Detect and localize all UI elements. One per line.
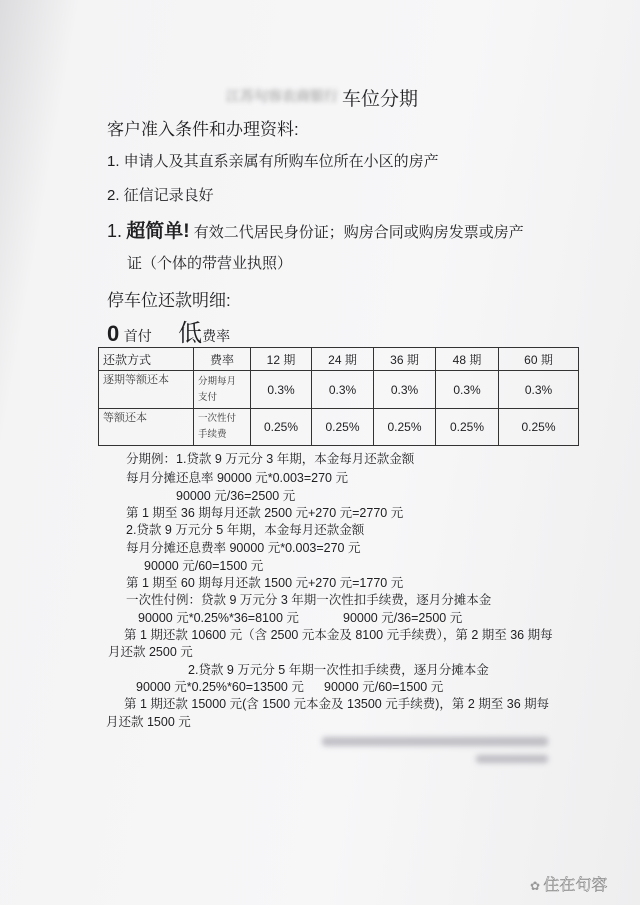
promo-line [107, 313, 230, 348]
example-line: 每月分摊还息费率 90000 元*0.003=270 元 [126, 541, 361, 555]
redacted-bank-name: 江苏句容农商银行 [226, 88, 338, 104]
rate-cell: 0.25% [499, 409, 579, 446]
example-line: 月还款 1500 元 [106, 715, 191, 729]
example-line: 2.贷款 9 万元分 5 年期，本金每月还款金额 [126, 523, 365, 537]
example-line: 2.贷款 9 万元分 5 年期一次性扣手续费，逐月分摊本金 [188, 663, 489, 677]
document-title: 车位分期 [342, 89, 419, 110]
header-cell: 24 期 [312, 348, 374, 371]
materials-emphasis: 超简单! [126, 221, 190, 242]
fee-line: 支付 [198, 391, 218, 403]
rate-table [98, 347, 579, 446]
example-line: 90000 元/60=1500 元 [144, 559, 264, 573]
wechat-icon: ✿ [530, 879, 544, 893]
promo-low: 低 [178, 320, 203, 347]
table-header-row [99, 348, 579, 371]
header-cell: 36 期 [374, 348, 436, 371]
example-line: 第 1 期还款 10600 元（含 2500 元本金及 8100 元手续费），第 2 期至 36 期每 [124, 628, 553, 642]
header-cell: 60 期 [499, 348, 579, 371]
header-cell: 费率 [194, 348, 251, 371]
materials-text-2: 证（个体的带营业执照） [127, 255, 293, 272]
promo-zero-label: 首付 [123, 328, 152, 344]
example-line: 90000 元*0.25%*36=8100 元 [138, 611, 299, 625]
redacted-footer-line [322, 737, 548, 746]
example-line: 分期例：1.贷款 9 万元分 3 年期，本金每月还款金额 [126, 452, 415, 466]
rate-cell: 0.25% [436, 409, 499, 446]
header-cell: 还款方式 [99, 348, 194, 371]
example-line: 每月分摊还息率 90000 元*0.003=270 元 [126, 471, 348, 485]
table-row [99, 371, 579, 409]
watermark-text: 住在句容 [543, 877, 608, 894]
example-line: 一次性付例：贷款 9 万元分 3 年期一次性扣手续费，逐月分摊本金 [126, 593, 492, 607]
rate-cell: 0.25% [251, 409, 312, 446]
example-line: 第 1 期至 60 期每月还款 1500 元+270 元=1770 元 [126, 576, 404, 590]
watermark [530, 872, 607, 895]
repay-heading: 停车位还款明细: [107, 291, 231, 310]
rate-cell: 0.3% [312, 371, 374, 409]
example-line: 第 1 期还款 15000 元(含 1500 元本金及 13500 元手续费)，第 2 期至 36 期每 [124, 697, 550, 711]
example-line: 第 1 期至 36 期每月还款 2500 元+270 元=2770 元 [126, 506, 404, 520]
condition-1: 1. 申请人及其直系亲属有所购车位所在小区的房产 [107, 153, 439, 170]
fee-line: 一次性付 [198, 413, 237, 424]
rate-cell: 0.3% [251, 371, 312, 409]
rate-cell: 0.25% [374, 409, 436, 446]
example-line: 90000 元/36=2500 元 [176, 489, 296, 503]
rate-cell: 0.3% [499, 371, 579, 409]
fee-line: 手续费 [198, 429, 227, 440]
materials-line [107, 216, 524, 243]
method-cell: 等额还本 [99, 409, 194, 446]
conditions-heading: 客户准入条件和办理资料: [107, 120, 299, 139]
rate-cell: 0.25% [312, 409, 374, 446]
example-line: 90000 元*0.25%*60=13500 元 [136, 680, 304, 694]
promo-zero: 0 [107, 321, 120, 346]
fee-cell [194, 371, 251, 409]
header-cell: 12 期 [251, 348, 312, 371]
materials-text: 有效二代居民身份证；购房合同或购房发票或房产 [193, 224, 524, 241]
promo-low-label: 费率 [202, 328, 231, 344]
rate-cell: 0.3% [374, 371, 436, 409]
table-row [99, 409, 579, 446]
method-cell: 逐期等额还本 [99, 371, 194, 409]
rate-cell: 0.3% [436, 371, 499, 409]
header-cell: 48 期 [436, 348, 499, 371]
fee-cell [194, 409, 251, 446]
example-line: 90000 元/60=1500 元 [324, 680, 444, 694]
fee-line: 分期每月 [198, 375, 237, 387]
materials-num: 1. [107, 221, 123, 241]
redacted-footer-line [476, 755, 548, 763]
condition-2: 2. 征信记录良好 [107, 187, 214, 204]
example-line: 90000 元/36=2500 元 [343, 611, 463, 625]
example-line: 月还款 2500 元 [108, 645, 193, 659]
